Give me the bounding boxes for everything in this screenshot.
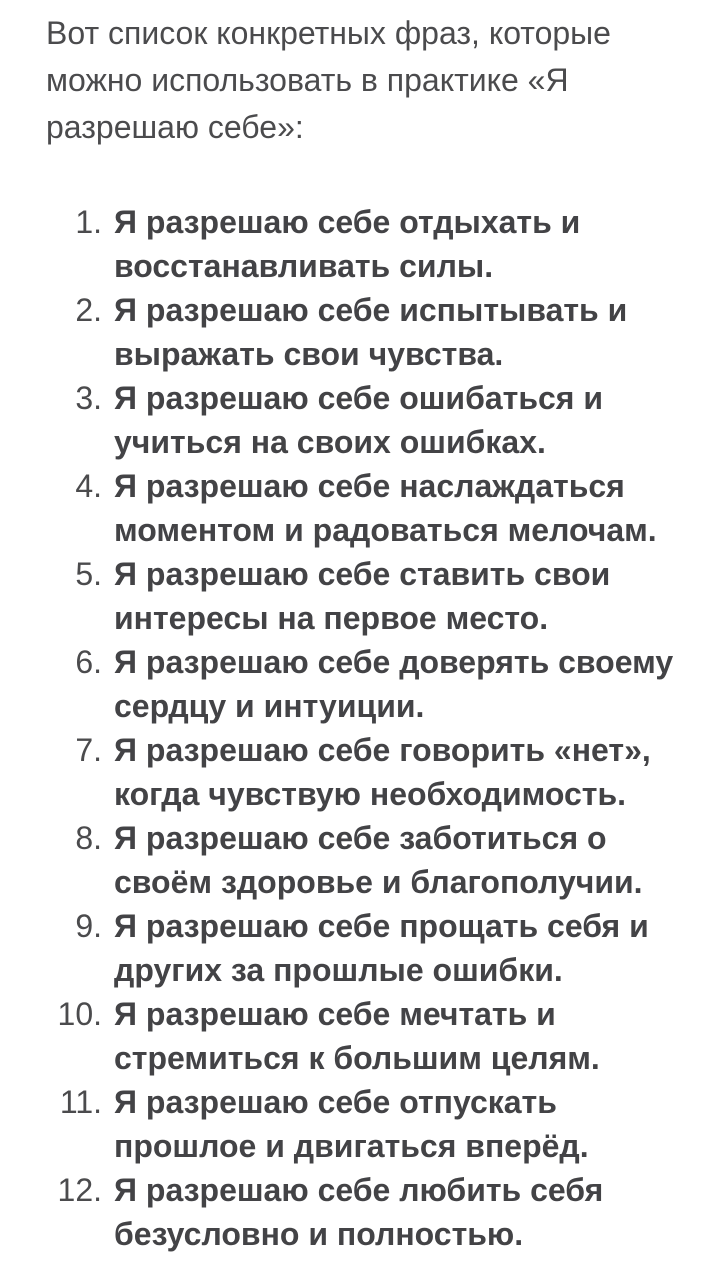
list-item-text xyxy=(114,640,673,728)
list-item-number: 12. xyxy=(57,1172,102,1208)
list-item-line: Я разрешаю себе говорить «нет», xyxy=(114,732,651,768)
list-item-text xyxy=(114,1080,589,1168)
list-item-number: 6. xyxy=(75,644,102,680)
list-item-number: 4. xyxy=(75,468,102,504)
list-item-number: 9. xyxy=(75,908,102,944)
list-item-line: других за прошлые ошибки. xyxy=(114,952,563,988)
list-item-text xyxy=(114,1168,603,1256)
list-item-text xyxy=(114,816,643,904)
list-item-line: восстанавливать силы. xyxy=(114,248,494,284)
list-item-line: когда чувствую необходимость. xyxy=(114,776,627,812)
list-item-line: прошлое и двигаться вперёд. xyxy=(114,1128,589,1164)
list-item xyxy=(46,1080,690,1168)
list-item-number: 11. xyxy=(59,1084,102,1120)
list-item-line: сердцу и интуиции. xyxy=(114,688,425,724)
list-item xyxy=(46,728,690,816)
list-item-line: Я разрешаю себе прощать себя и xyxy=(114,908,649,944)
list-item xyxy=(46,904,690,992)
list-item xyxy=(46,640,690,728)
list-item-line: Я разрешаю себе доверять своему xyxy=(114,644,674,680)
list-item-line: выражать свои чувства. xyxy=(114,336,504,372)
list-item-number: 7. xyxy=(75,732,102,768)
list-item xyxy=(46,552,690,640)
list-item-line: интересы на первое место. xyxy=(114,600,549,636)
intro-paragraph xyxy=(46,10,690,151)
list-item-text xyxy=(114,288,627,376)
list-item-number: 2. xyxy=(75,292,102,328)
list-item xyxy=(46,200,690,288)
list-item-line: стремиться к большим целям. xyxy=(114,1040,600,1076)
intro-line: Вот список конкретных фраз, которые xyxy=(46,15,611,51)
list-item-line: Я разрешаю себе ошибаться и xyxy=(114,380,604,416)
list-item-number: 5. xyxy=(75,556,102,592)
list-item-text xyxy=(114,200,580,288)
list-item-text xyxy=(114,552,610,640)
intro-line: можно использовать в практике «Я xyxy=(46,62,569,98)
intro-line: разрешаю себе»: xyxy=(46,109,304,145)
list-item xyxy=(46,816,690,904)
list-item xyxy=(46,288,690,376)
list-item-line: безусловно и полностью. xyxy=(114,1216,524,1252)
affirmation-list xyxy=(46,200,690,1256)
list-item xyxy=(46,992,690,1080)
list-item-number: 1. xyxy=(75,204,102,240)
list-item-text xyxy=(114,376,603,464)
list-item-line: Я разрешаю себе мечтать и xyxy=(114,996,556,1032)
list-item xyxy=(46,376,690,464)
list-item-line: своём здоровье и благополучии. xyxy=(114,864,643,900)
list-item-line: Я разрешаю себе отпускать xyxy=(114,1084,557,1120)
list-item-text xyxy=(114,728,651,816)
list-item-line: учиться на своих ошибках. xyxy=(114,424,546,460)
list-item-number: 8. xyxy=(75,820,102,856)
list-item xyxy=(46,1168,690,1256)
list-item-line: Я разрешаю себе отдыхать и xyxy=(114,204,581,240)
list-item-line: Я разрешаю себе заботиться о xyxy=(114,820,607,856)
list-item-number: 10. xyxy=(57,996,102,1032)
list-item-number: 3. xyxy=(75,380,102,416)
list-item xyxy=(46,464,690,552)
list-item-text xyxy=(114,464,657,552)
list-item-line: Я разрешаю себе ставить свои xyxy=(114,556,611,592)
list-item-line: моментом и радоваться мелочам. xyxy=(114,512,657,548)
list-item-line: Я разрешаю себе испытывать и xyxy=(114,292,628,328)
list-item-line: Я разрешаю себе любить себя xyxy=(114,1172,604,1208)
list-item-line: Я разрешаю себе наслаждаться xyxy=(114,468,625,504)
list-item-text xyxy=(114,904,649,992)
list-item-text xyxy=(114,992,600,1080)
